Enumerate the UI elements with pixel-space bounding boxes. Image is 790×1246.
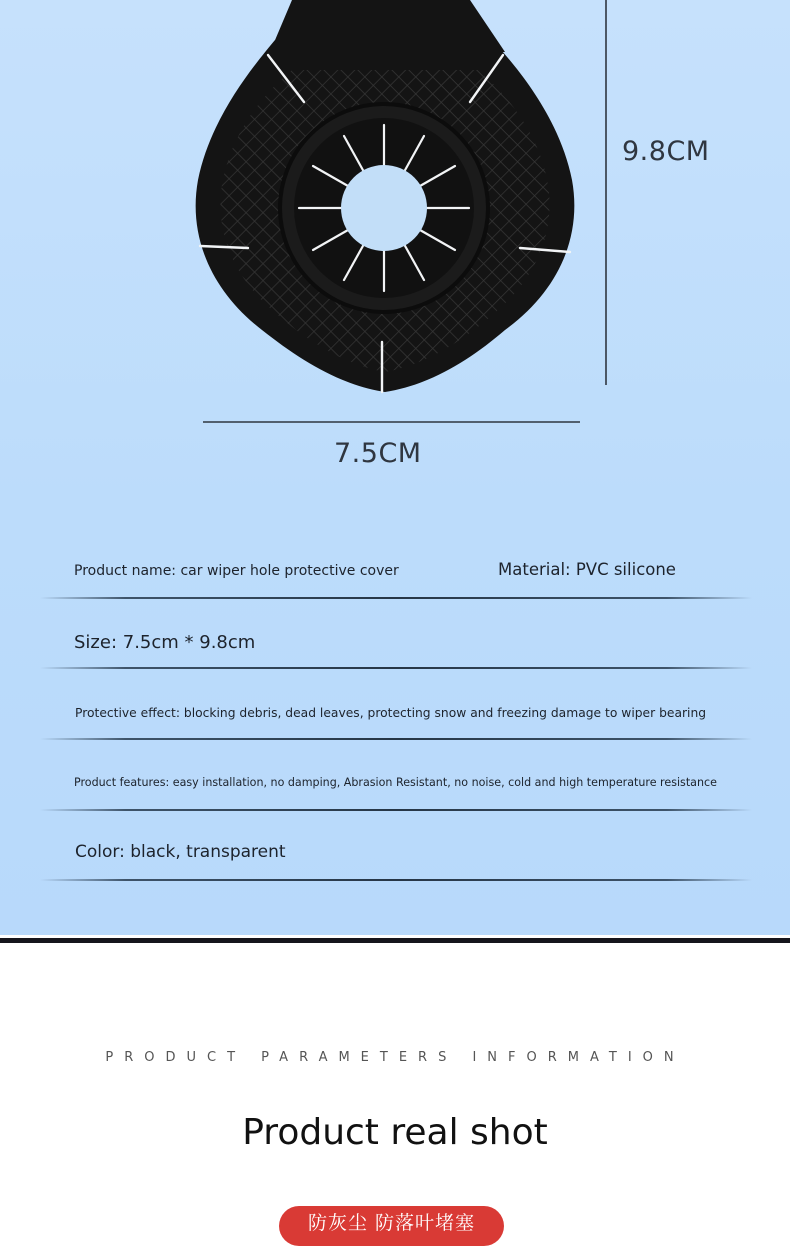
height-label: 9.8CM (622, 136, 710, 167)
divider (40, 667, 752, 669)
section-divider-bar (0, 938, 790, 943)
real-shot-title: Product real shot (242, 1112, 548, 1153)
center-hole (341, 165, 427, 251)
spec-product-name: Product name: car wiper hole protective cover (74, 563, 399, 579)
spec-material: Material: PVC silicone (498, 560, 676, 579)
width-label: 7.5CM (334, 438, 422, 469)
spec-protective-effect: Protective effect: blocking debris, dead leaves, protecting snow and freezing damage to wiper bearing (75, 706, 707, 720)
divider (40, 738, 752, 740)
divider (40, 597, 752, 599)
parameters-heading: PRODUCT PARAMETERS INFORMATION (105, 1050, 685, 1065)
divider (40, 879, 752, 881)
divider (40, 809, 752, 811)
spec-size: Size: 7.5cm * 9.8cm (74, 632, 256, 653)
spec-color: Color: black, transparent (75, 842, 286, 862)
spec-product-features: Product features: easy installation, no damping, Abrasion Resistant, no noise, cold and high temperature resistance (74, 776, 717, 789)
feature-badge (279, 1206, 504, 1246)
feature-badge-text: 防灰尘 防落叶堵塞 (307, 1212, 476, 1234)
